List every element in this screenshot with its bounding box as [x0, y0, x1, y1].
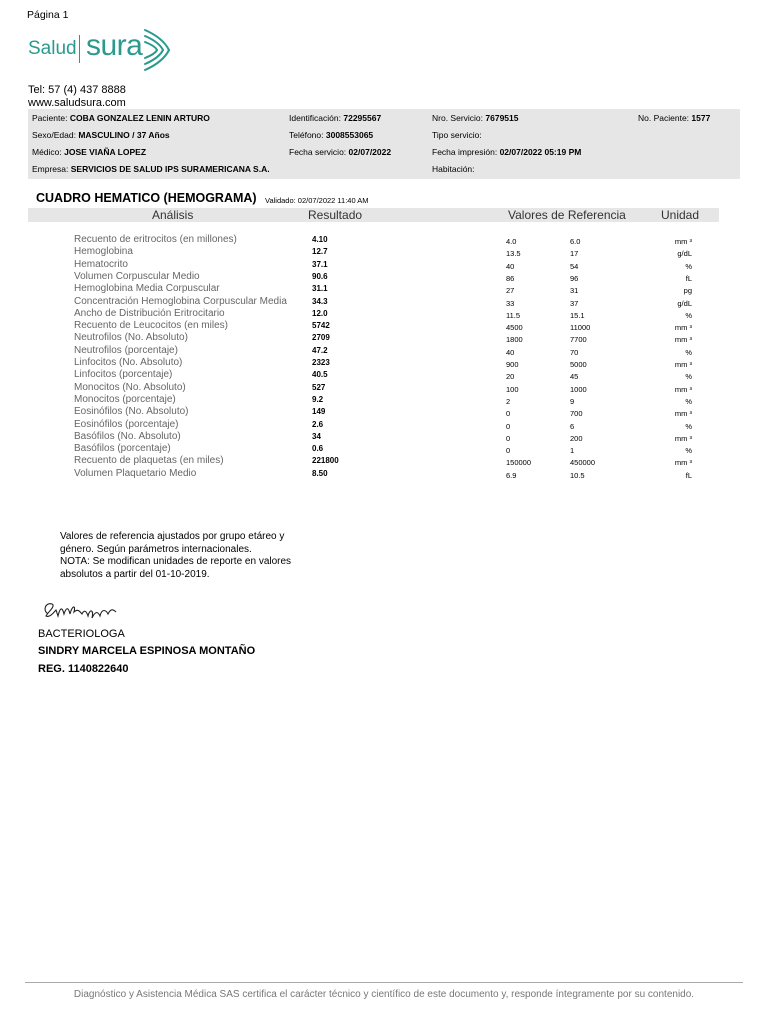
reference-max: 5000 — [570, 360, 587, 369]
table-row — [0, 259, 768, 271]
reference-max: 10.5 — [570, 470, 585, 480]
reference-max: 54 — [570, 261, 579, 271]
result-value: 5742 — [312, 321, 330, 331]
reference-max: 1 — [570, 446, 575, 456]
table-row — [0, 382, 768, 394]
company: Empresa: SERVICIOS DE SALUD IPS SURAMERICANA S.A. — [32, 164, 270, 174]
analysis-name: Monocitos (No. Absoluto) — [74, 381, 186, 393]
reference-max: 31 — [570, 286, 579, 296]
unit: % — [685, 261, 692, 271]
reference-max: 9 — [570, 396, 575, 406]
reference-min: 1800 — [506, 335, 523, 345]
analysis-name: Monocitos (porcentaje) — [74, 393, 176, 405]
unit: mm ³ — [674, 458, 692, 468]
analysis-name: Neutrofilos (No. Absoluto) — [74, 332, 188, 344]
signatory-name: SINDRY MARCELA ESPINOSA MONTAÑO — [38, 645, 256, 657]
signatory-title: BACTERIOLOGA — [38, 628, 125, 640]
note-line: absolutos a partir del 01-10-2019. — [60, 568, 210, 580]
patient-number: No. Paciente: 1577 — [638, 113, 711, 123]
table-row — [0, 320, 768, 332]
result-value: 40.5 — [312, 370, 328, 380]
analysis-name: Recuento de Leucocitos (en miles) — [74, 320, 228, 332]
result-value: 47.2 — [312, 345, 328, 355]
table-row — [0, 234, 768, 246]
sex-age: Sexo/Edad: MASCULINO / 37 Años — [32, 130, 170, 140]
page-number: Página 1 — [27, 9, 69, 21]
reference-max: 17 — [570, 249, 579, 259]
analysis-name: Basófilos (No. Absoluto) — [74, 430, 181, 442]
reference-min: 27 — [506, 286, 515, 296]
patient-id: Identificación: 72295567 — [289, 113, 382, 123]
phone: Teléfono: 3008553065 — [289, 130, 374, 140]
reference-min: 6.9 — [506, 470, 517, 480]
reference-max: 11000 — [570, 323, 591, 333]
analysis-name: Hemoglobina — [74, 246, 133, 258]
signatory-registration: REG. 1140822640 — [38, 663, 129, 675]
sura-wave-icon — [143, 28, 173, 72]
header-analisis: Análisis — [152, 208, 194, 222]
reference-min: 11.5 — [506, 310, 521, 320]
unit: mm ³ — [674, 384, 692, 394]
table-row — [0, 308, 768, 320]
unit: % — [685, 396, 692, 406]
table-row — [0, 443, 768, 455]
table-row — [0, 283, 768, 295]
table-row — [0, 455, 768, 467]
reference-notes — [60, 531, 320, 581]
table-row — [0, 406, 768, 418]
result-value: 8.50 — [312, 468, 328, 478]
reference-min: 2 — [506, 396, 511, 406]
analysis-name: Eosinófilos (No. Absoluto) — [74, 406, 189, 418]
result-value: 149 — [312, 407, 326, 417]
reference-max: 6.0 — [570, 237, 581, 246]
unit: % — [685, 347, 692, 357]
result-value: 0.6 — [312, 444, 324, 454]
patient-name: Paciente: COBA GONZALEZ LENIN ARTURO — [32, 113, 210, 123]
reference-min: 33 — [506, 298, 515, 308]
reference-max: 450000 — [570, 458, 596, 468]
result-value: 2323 — [312, 358, 330, 367]
unit: mm ³ — [674, 360, 692, 369]
unit: mm ³ — [674, 335, 692, 345]
reference-min: 40 — [506, 347, 515, 357]
reference-min: 100 — [506, 384, 519, 394]
reference-max: 37 — [570, 298, 579, 308]
handwritten-signature — [40, 598, 120, 624]
reference-min: 4.0 — [506, 237, 517, 246]
result-value: 9.2 — [312, 394, 324, 404]
reference-max: 200 — [570, 433, 583, 443]
logo-salud-text: Salud — [28, 38, 77, 59]
reference-min: 0 — [506, 409, 511, 419]
header-resultado: Resultado — [308, 208, 363, 222]
reference-min: 20 — [506, 372, 515, 382]
reference-max: 15.1 — [570, 310, 585, 320]
room: Habitación: — [432, 164, 475, 174]
analysis-name: Linfocitos (porcentaje) — [74, 369, 173, 381]
analysis-name: Volumen Plaquetario Medio — [74, 467, 197, 479]
unit: fL — [685, 470, 692, 480]
result-value: 527 — [312, 382, 326, 392]
table-row — [0, 271, 768, 283]
patient-info-box — [28, 109, 740, 179]
results-table-header — [28, 208, 719, 222]
reference-min: 40 — [506, 261, 515, 271]
analysis-name: Volumen Corpuscular Medio — [74, 270, 200, 282]
analysis-name: Ancho de Distribución Eritrocitario — [74, 307, 225, 319]
service-type: Tipo servicio: — [432, 130, 482, 140]
table-row — [0, 394, 768, 406]
header-referencia: Valores de Referencia — [508, 208, 626, 222]
contact-info — [28, 84, 126, 110]
reference-min: 4500 — [506, 323, 523, 333]
analysis-name: Hemoglobina Media Corpuscular — [74, 283, 220, 295]
unit: % — [685, 310, 692, 320]
header-unidad: Unidad — [661, 208, 700, 222]
reference-min: 13.5 — [506, 249, 521, 259]
table-row — [0, 357, 768, 369]
footer-disclaimer: Diagnóstico y Asistencia Médica SAS certifica el carácter técnico y científico de este documento y, responde íntegramente por su contenido. — [73, 989, 695, 1000]
reference-min: 0 — [506, 433, 511, 443]
analysis-name: Neutrofilos (porcentaje) — [74, 344, 178, 356]
analysis-name: Eosinófilos (porcentaje) — [74, 418, 179, 430]
unit: g/dL — [677, 298, 692, 308]
result-value: 4.10 — [312, 235, 328, 244]
table-row — [0, 246, 768, 258]
reference-max: 1000 — [570, 384, 587, 394]
reference-max: 7700 — [570, 335, 587, 345]
note-line: Valores de referencia ajustados por grupo etáreo y — [60, 531, 285, 542]
unit: pg — [683, 286, 692, 296]
website: www.saludsura.com — [28, 97, 126, 109]
unit: g/dL — [677, 249, 692, 259]
unit: mm ³ — [674, 323, 692, 333]
reference-min: 150000 — [506, 458, 532, 468]
table-row — [0, 419, 768, 431]
unit: mm ³ — [674, 237, 692, 246]
table-row — [0, 468, 768, 480]
validated-date: Validado: 02/07/2022 11:40 AM — [265, 196, 369, 205]
result-value: 34 — [312, 431, 321, 441]
reference-max: 70 — [570, 347, 579, 357]
result-value: 12.0 — [312, 308, 328, 318]
reference-max: 96 — [570, 273, 579, 283]
logo-separator — [79, 35, 80, 63]
table-row — [0, 332, 768, 344]
table-row — [0, 369, 768, 381]
analysis-name: Recuento de eritrocitos (en millones) — [74, 234, 237, 245]
unit: % — [685, 446, 692, 456]
reference-min: 86 — [506, 273, 515, 283]
reference-min: 0 — [506, 421, 511, 431]
analysis-name: Concentración Hemoglobina Corpuscular Media — [74, 295, 287, 307]
table-row — [0, 345, 768, 357]
logo-sura-text: sura — [86, 29, 143, 62]
analysis-name: Linfocitos (No. Absoluto) — [74, 357, 183, 368]
unit: mm ³ — [674, 409, 692, 419]
analysis-name: Basófilos (porcentaje) — [74, 443, 171, 455]
result-value: 2709 — [312, 333, 330, 343]
sura-logo — [28, 28, 173, 72]
analysis-name: Hematocrito — [74, 258, 128, 270]
doctor: Médico: JOSE VIAÑA LOPEZ — [32, 147, 147, 157]
reference-max: 700 — [570, 409, 583, 419]
footer-divider — [25, 982, 743, 983]
service-number: Nro. Servicio: 7679515 — [432, 113, 519, 123]
unit: % — [685, 372, 692, 382]
table-row — [0, 431, 768, 443]
result-value: 221800 — [312, 456, 339, 466]
print-date: Fecha impresión: 02/07/2022 05:19 PM — [432, 147, 582, 157]
result-value: 90.6 — [312, 271, 328, 281]
analysis-name: Recuento de plaquetas (en miles) — [74, 455, 224, 467]
reference-max: 6 — [570, 421, 575, 431]
reference-min: 0 — [506, 446, 511, 456]
table-row — [0, 296, 768, 308]
unit: % — [685, 421, 692, 431]
result-value: 37.1 — [312, 259, 328, 269]
result-value: 12.7 — [312, 247, 328, 257]
note-line: NOTA: Se modifican unidades de reporte en valores — [60, 556, 292, 567]
phone-number: Tel: 57 (4) 437 8888 — [28, 84, 126, 96]
unit: mm ³ — [674, 433, 692, 443]
result-value: 31.1 — [312, 284, 328, 294]
note-line: género. Según parámetros internacionales. — [60, 543, 252, 555]
result-value: 34.3 — [312, 296, 328, 306]
unit: fL — [685, 273, 692, 283]
reference-max: 45 — [570, 372, 579, 382]
report-title: CUADRO HEMATICO (HEMOGRAMA) — [36, 191, 257, 205]
service-date: Fecha servicio: 02/07/2022 — [289, 147, 392, 157]
result-value: 2.6 — [312, 419, 324, 429]
reference-min: 900 — [506, 360, 519, 369]
